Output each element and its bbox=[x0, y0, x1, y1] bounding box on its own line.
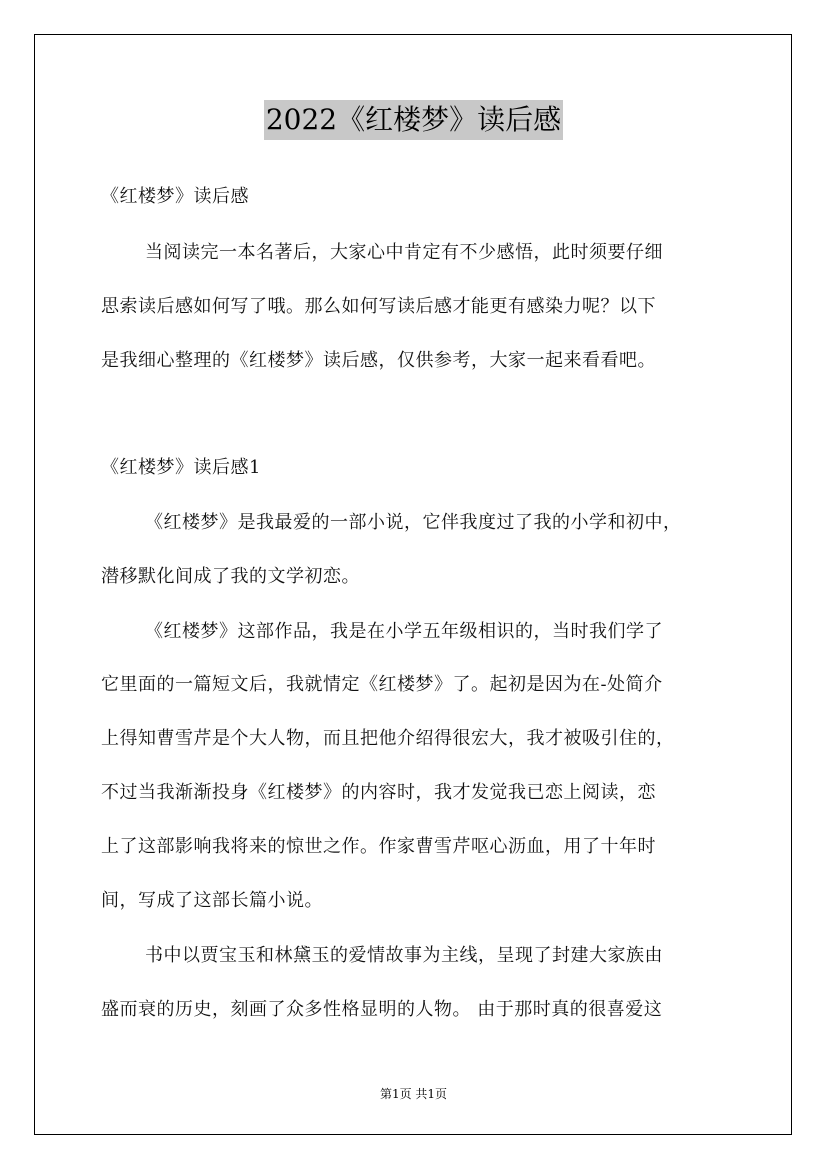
section-heading: 《红楼梦》读后感1 bbox=[101, 457, 261, 478]
paragraph-line: 书中以贾宝玉和林黛玉的爱情故事为主线，呈现了封建大家族由 bbox=[145, 945, 663, 966]
paragraph-line: 上得知曹雪芹是个大人物，而且把他介绍得很宏大，我才被吸引住的， bbox=[101, 728, 675, 749]
subtitle: 《红楼梦》读后感 bbox=[101, 186, 249, 207]
paragraph-line: 思索读后感如何写了哦。那么如何写读后感才能更有感染力呢？以下 bbox=[101, 296, 656, 317]
paragraph-line: 它里面的一篇短文后，我就情定《红楼梦》了。起初是因为在-处简介 bbox=[101, 674, 663, 695]
paragraph-line: 间，写成了这部长篇小说。 bbox=[101, 890, 323, 911]
paragraph-line: 是我细心整理的《红楼梦》读后感，仅供参考，大家一起来看看吧。 bbox=[101, 350, 656, 371]
page-number: 第1页 共1页 bbox=[379, 1087, 448, 1101]
paragraph-line: 当阅读完一本名著后，大家心中肯定有不少感悟，此时须要仔细 bbox=[145, 242, 663, 263]
paragraph-line: 《红楼梦》是我最爱的一部小说，它伴我度过了我的小学和初中， bbox=[145, 512, 682, 533]
paragraph-line: 盛而衰的历史，刻画了众多性格显明的人物。 由于那时真的很喜爱这 bbox=[101, 999, 663, 1020]
paragraph-line: 不过当我渐渐投身《红楼梦》的内容时，我才发觉我已恋上阅读，恋 bbox=[101, 782, 656, 803]
title-container bbox=[0, 100, 827, 140]
paragraph-line: 《红楼梦》这部作品，我是在小学五年级相识的，当时我们学了 bbox=[145, 621, 663, 642]
paragraph-line: 潜移默化间成了我的文学初恋。 bbox=[101, 566, 360, 587]
document-title: 2022《红楼梦》读后感 bbox=[264, 100, 563, 140]
paragraph-line: 上了这部影响我将来的惊世之作。作家曹雪芹呕心沥血，用了十年时 bbox=[101, 836, 656, 857]
